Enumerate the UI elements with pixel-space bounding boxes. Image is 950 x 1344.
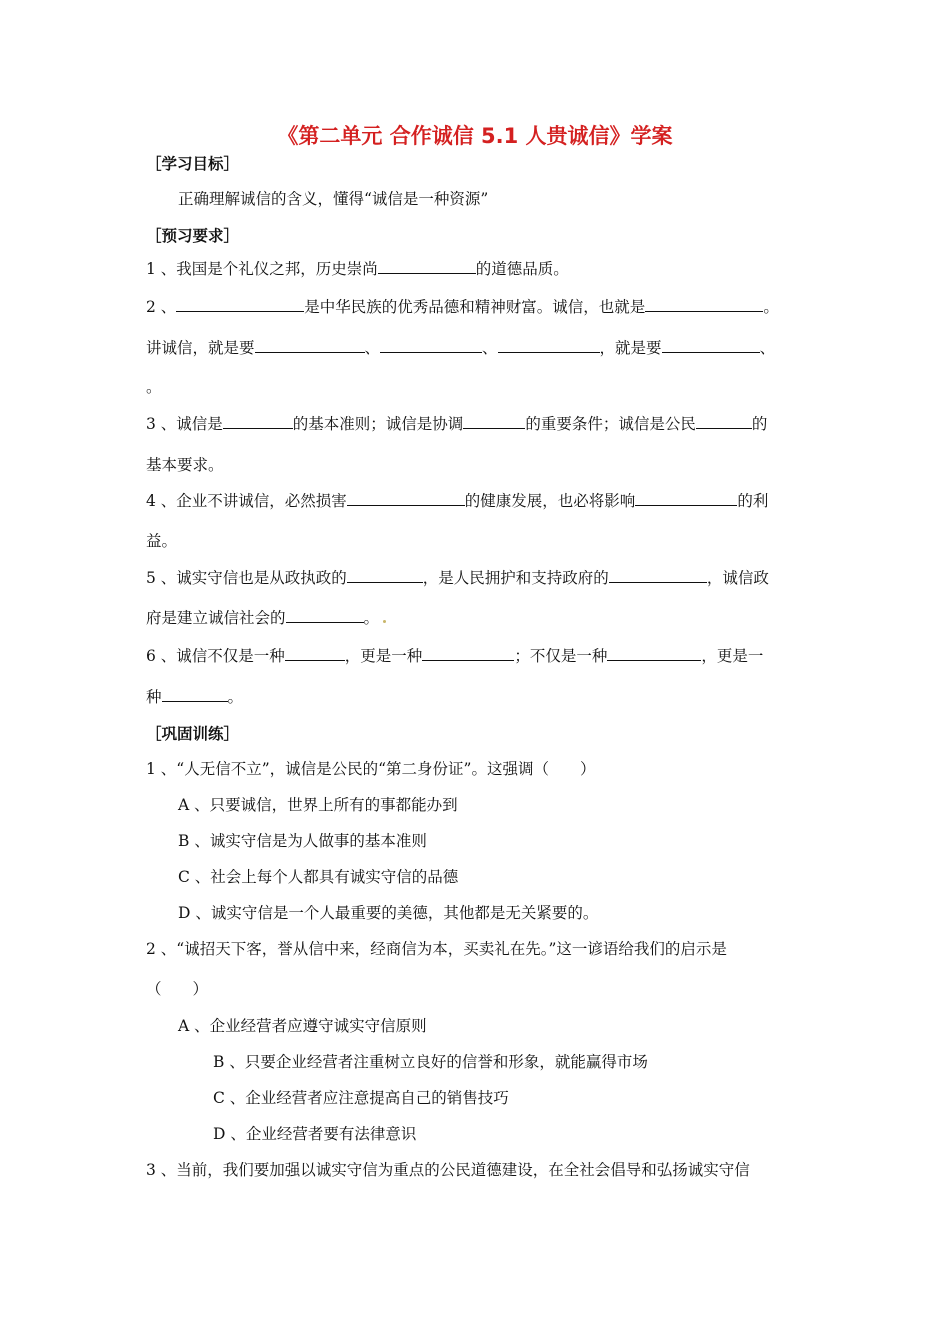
answer-blank[interactable] (286, 607, 364, 623)
preview-line-11: 6 、诚信不仅是一种 ，更是一种 ；不仅是一种 ，更是一 (146, 647, 764, 665)
preview-line-3: 讲诚信，就是要 、 、 ，就是要 、 (146, 339, 776, 357)
answer-blank[interactable] (255, 337, 365, 353)
preview-line-6: 基本要求。 (146, 456, 224, 474)
answer-blank[interactable] (378, 258, 476, 274)
question-1-option-b[interactable]: B 、诚实守信是为人做事的基本准则 (178, 832, 427, 850)
question-2-option-b[interactable]: B 、只要企业经营者注重树立良好的信誉和形象，就能赢得市场 (213, 1053, 648, 1071)
answer-blank[interactable] (498, 337, 600, 353)
question-2-stem: 2 、“诚招天下客，誉从信中来，经商信为本，买卖礼在先。”这一谚语给我们的启示是 (146, 940, 727, 958)
section-heading-goal: ［学习目标］ (146, 155, 240, 173)
answer-blank[interactable] (422, 645, 514, 661)
answer-blank[interactable] (463, 413, 525, 429)
answer-blank[interactable] (223, 413, 293, 429)
preview-line-7: 4 、企业不讲诚信，必然损害 的健康发展，也必将影响 的利 (146, 492, 769, 510)
preview-line-5: 3 、诚信是 的基本准则；诚信是协调 的重要条件；诚信是公民 的 (146, 415, 768, 433)
answer-blank[interactable] (609, 567, 707, 583)
question-1-option-a[interactable]: A 、只要诚信，世界上所有的事都能办到 (178, 796, 458, 814)
answer-blank[interactable] (607, 645, 701, 661)
section-heading-preview: ［预习要求］ (146, 227, 240, 245)
goal-text: 正确理解诚信的含义，懂得“诚信是一种资源” (178, 190, 489, 208)
preview-line-8: 益。 (146, 532, 178, 550)
preview-line-12: 种 。 (146, 688, 244, 706)
answer-blank[interactable] (635, 490, 737, 506)
answer-blank[interactable] (645, 296, 763, 312)
answer-blank[interactable] (380, 337, 482, 353)
question-1-stem: 1 、“人无信不立”，诚信是公民的“第二身份证”。这强调（ ） (146, 760, 596, 778)
page-title: 《第二单元 合作诚信 5.1 人贵诚信》学案 (277, 124, 673, 148)
answer-blank[interactable] (696, 413, 752, 429)
question-3-stem: 3 、当前，我们要加强以诚实守信为重点的公民道德建设，在全社会倡导和弘扬诚实守信 (146, 1161, 750, 1179)
answer-blank[interactable] (347, 567, 423, 583)
question-1-option-d[interactable]: D 、诚实守信是一个人最重要的美德，其他都是无关紧要的。 (178, 904, 599, 922)
preview-line-4: 。 (146, 378, 162, 396)
preview-line-2: 2 、 是中华民族的优秀品德和精神财富。诚信，也就是 。 (146, 298, 779, 316)
question-2-option-a[interactable]: A 、企业经营者应遵守诚实守信原则 (178, 1017, 427, 1035)
question-1-option-c[interactable]: C 、社会上每个人都具有诚实守信的品德 (178, 868, 459, 886)
section-heading-practice: ［巩固训练］ (146, 725, 240, 743)
answer-blank[interactable] (285, 645, 345, 661)
question-2-option-d[interactable]: D 、企业经营者要有法律意识 (213, 1125, 417, 1143)
preview-line-9: 5 、诚实守信也是从政执政的 ，是人民拥护和支持政府的 ，诚信政 (146, 569, 769, 587)
question-2-paren: （ ） (146, 980, 209, 998)
dot-mark (383, 620, 386, 623)
question-2-option-c[interactable]: C 、企业经营者应注意提高自己的销售技巧 (213, 1089, 509, 1107)
answer-blank[interactable] (162, 686, 228, 702)
answer-blank[interactable] (347, 490, 465, 506)
answer-blank[interactable] (662, 337, 760, 353)
preview-line-10: 府是建立诚信社会的 。 (146, 607, 386, 629)
answer-blank[interactable] (176, 296, 304, 312)
preview-line-1: 1 、我国是个礼仪之邦，历史崇尚 的道德品质。 (146, 260, 569, 278)
